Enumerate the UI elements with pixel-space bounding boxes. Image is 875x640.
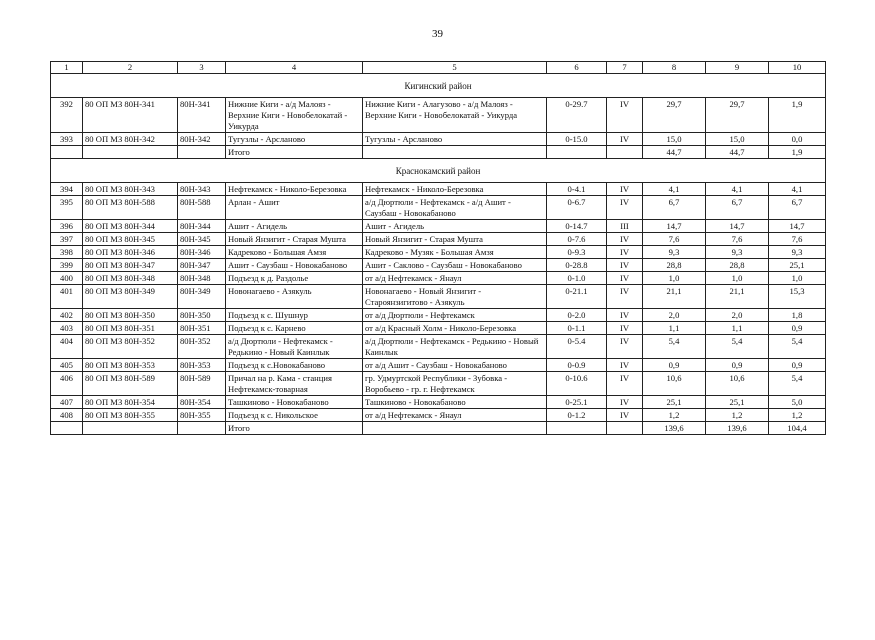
- length-value: 21,1: [706, 285, 769, 309]
- road-name: Ашит - Саузбаш - Новокабаново: [226, 259, 363, 272]
- district-row: [51, 159, 826, 183]
- length-hard-surface: 4,1: [769, 183, 826, 196]
- road-name: Причал на р. Кама - станция Нефтекамск-товарная: [226, 372, 363, 396]
- empty-cell: [363, 422, 547, 435]
- length-total: 10,6: [643, 372, 706, 396]
- road-code: 80 ОП МЗ 80Н-348: [83, 272, 178, 285]
- road-short-code: 80Н-348: [178, 272, 226, 285]
- km-range: 0-10.6: [547, 372, 607, 396]
- length-value: 0,9: [706, 359, 769, 372]
- road-short-code: 80Н-341: [178, 98, 226, 133]
- length-value: 5,4: [706, 335, 769, 359]
- total-row: [51, 422, 826, 435]
- length-value: 29,7: [706, 98, 769, 133]
- total-label: Итого: [226, 422, 363, 435]
- road-name: а/д Дюртюли - Нефтекамск - Редькино - Новый Каинлык: [226, 335, 363, 359]
- total-value: 44,7: [643, 146, 706, 159]
- road-short-code: 80Н-353: [178, 359, 226, 372]
- road-short-code: 80Н-350: [178, 309, 226, 322]
- table-row: [51, 133, 826, 146]
- road-route: Ташкиново - Новокабаново: [363, 396, 547, 409]
- road-route: от а/д Нефтекамск - Янаул: [363, 409, 547, 422]
- road-code: 80 ОП МЗ 80Н-345: [83, 233, 178, 246]
- header-cell: 10: [769, 62, 826, 74]
- road-name: Новонагаево - Азякуль: [226, 285, 363, 309]
- length-hard-surface: 1,0: [769, 272, 826, 285]
- row-number: 408: [51, 409, 83, 422]
- district-name: Кигинский район: [51, 74, 826, 98]
- road-name: Подъезд к с.Новокабаново: [226, 359, 363, 372]
- road-category: IV: [607, 372, 643, 396]
- road-name: Нефтекамск - Николо-Березовка: [226, 183, 363, 196]
- empty-cell: [178, 422, 226, 435]
- length-total: 6,7: [643, 196, 706, 220]
- road-category: IV: [607, 246, 643, 259]
- road-code: 80 ОП МЗ 80Н-350: [83, 309, 178, 322]
- table-row: [51, 359, 826, 372]
- length-hard-surface: 1,2: [769, 409, 826, 422]
- row-number: 404: [51, 335, 83, 359]
- road-name: Подъезд к с. Шушнур: [226, 309, 363, 322]
- table-row: [51, 285, 826, 309]
- table-row: [51, 409, 826, 422]
- empty-cell: [51, 422, 83, 435]
- road-category: IV: [607, 396, 643, 409]
- road-name: Кадреково - Большая Амзя: [226, 246, 363, 259]
- road-code: 80 ОП МЗ 80Н-353: [83, 359, 178, 372]
- road-category: IV: [607, 196, 643, 220]
- length-total: 21,1: [643, 285, 706, 309]
- length-total: 2,0: [643, 309, 706, 322]
- header-cell: 8: [643, 62, 706, 74]
- total-value: 139,6: [643, 422, 706, 435]
- road-short-code: 80Н-352: [178, 335, 226, 359]
- km-range: 0-5.4: [547, 335, 607, 359]
- road-code: 80 ОП МЗ 80Н-344: [83, 220, 178, 233]
- km-range: 0-15.0: [547, 133, 607, 146]
- row-number: 402: [51, 309, 83, 322]
- table-row: [51, 183, 826, 196]
- road-route: Новонагаево - Новый Янзигит - Староянзигитово - Азякуль: [363, 285, 547, 309]
- road-short-code: 80Н-345: [178, 233, 226, 246]
- length-hard-surface: 5,4: [769, 335, 826, 359]
- length-hard-surface: 0,0: [769, 133, 826, 146]
- length-total: 9,3: [643, 246, 706, 259]
- length-value: 9,3: [706, 246, 769, 259]
- km-range: 0-14.7: [547, 220, 607, 233]
- length-value: 6,7: [706, 196, 769, 220]
- km-range: 0-1.0: [547, 272, 607, 285]
- road-route: от а/д Дюртюли - Нефтекамск: [363, 309, 547, 322]
- length-hard-surface: 6,7: [769, 196, 826, 220]
- road-category: III: [607, 220, 643, 233]
- road-category: IV: [607, 285, 643, 309]
- row-number: 399: [51, 259, 83, 272]
- road-code: 80 ОП МЗ 80Н-351: [83, 322, 178, 335]
- road-code: 80 ОП МЗ 80Н-342: [83, 133, 178, 146]
- km-range: 0-28.8: [547, 259, 607, 272]
- road-short-code: 80Н-347: [178, 259, 226, 272]
- header-cell: 2: [83, 62, 178, 74]
- table-body: [51, 62, 826, 435]
- table-row: [51, 309, 826, 322]
- length-hard-surface: 0,9: [769, 359, 826, 372]
- road-code: 80 ОП МЗ 80Н-352: [83, 335, 178, 359]
- table-row: [51, 396, 826, 409]
- road-category: IV: [607, 359, 643, 372]
- road-short-code: 80Н-349: [178, 285, 226, 309]
- road-route: от а/д Красный Холм - Николо-Березовка: [363, 322, 547, 335]
- road-name: Тугузлы - Арсланово: [226, 133, 363, 146]
- row-number: 395: [51, 196, 83, 220]
- row-number: 396: [51, 220, 83, 233]
- road-route: а/д Дюртюли - Нефтекамск - Редькино - Новый Каинлык: [363, 335, 547, 359]
- table-row: [51, 220, 826, 233]
- empty-cell: [547, 146, 607, 159]
- road-code: 80 ОП МЗ 80Н-355: [83, 409, 178, 422]
- length-total: 1,2: [643, 409, 706, 422]
- row-number: 393: [51, 133, 83, 146]
- length-value: 14,7: [706, 220, 769, 233]
- empty-cell: [178, 146, 226, 159]
- empty-cell: [363, 146, 547, 159]
- row-number: 397: [51, 233, 83, 246]
- road-code: 80 ОП МЗ 80Н-354: [83, 396, 178, 409]
- table-row: [51, 233, 826, 246]
- header-cell: 1: [51, 62, 83, 74]
- row-number: 403: [51, 322, 83, 335]
- km-range: 0-2.0: [547, 309, 607, 322]
- road-route: Кадреково - Музяк - Большая Амзя: [363, 246, 547, 259]
- total-label: Итого: [226, 146, 363, 159]
- road-code: 80 ОП МЗ 80Н-589: [83, 372, 178, 396]
- km-range: 0-6.7: [547, 196, 607, 220]
- road-code: 80 ОП МЗ 80Н-346: [83, 246, 178, 259]
- km-range: 0-0.9: [547, 359, 607, 372]
- length-value: 7,6: [706, 233, 769, 246]
- table-row: [51, 272, 826, 285]
- road-route: от а/д Ашит - Саузбаш - Новокабаново: [363, 359, 547, 372]
- length-hard-surface: 9,3: [769, 246, 826, 259]
- km-range: 0-29.7: [547, 98, 607, 133]
- road-short-code: 80Н-588: [178, 196, 226, 220]
- length-value: 2,0: [706, 309, 769, 322]
- column-numbers-row: [51, 62, 826, 74]
- length-total: 25,1: [643, 396, 706, 409]
- road-code: 80 ОП МЗ 80Н-588: [83, 196, 178, 220]
- table-row: [51, 196, 826, 220]
- length-total: 0,9: [643, 359, 706, 372]
- road-category: IV: [607, 335, 643, 359]
- road-route: а/д Дюртюли - Нефтекамск - а/д Ашит - Саузбаш - Новокабаново: [363, 196, 547, 220]
- total-value: 1,9: [769, 146, 826, 159]
- empty-cell: [547, 422, 607, 435]
- road-route: Нижние Киги - Алагузово - а/д Малояз - Верхние Киги - Новобелокатай - Уикурда: [363, 98, 547, 133]
- km-range: 0-1.2: [547, 409, 607, 422]
- row-number: 401: [51, 285, 83, 309]
- road-name: Ашит - Агидель: [226, 220, 363, 233]
- length-total: 4,1: [643, 183, 706, 196]
- length-total: 14,7: [643, 220, 706, 233]
- length-hard-surface: 14,7: [769, 220, 826, 233]
- table-row: [51, 98, 826, 133]
- district-row: [51, 74, 826, 98]
- road-name: Нижние Киги - а/д Малояз - Верхние Киги - Новобелокатай - Уикурда: [226, 98, 363, 133]
- length-value: 1,1: [706, 322, 769, 335]
- road-category: IV: [607, 259, 643, 272]
- road-name: Новый Янзигит - Старая Мушта: [226, 233, 363, 246]
- road-short-code: 80Н-354: [178, 396, 226, 409]
- road-category: IV: [607, 322, 643, 335]
- length-hard-surface: 15,3: [769, 285, 826, 309]
- road-short-code: 80Н-346: [178, 246, 226, 259]
- row-number: 400: [51, 272, 83, 285]
- empty-cell: [607, 146, 643, 159]
- km-range: 0-7.6: [547, 233, 607, 246]
- header-cell: 9: [706, 62, 769, 74]
- district-name: Краснокамский район: [51, 159, 826, 183]
- road-route: Ашит - Саклово - Саузбаш - Новокабаново: [363, 259, 547, 272]
- road-route: от а/д Нефтекамск - Янаул: [363, 272, 547, 285]
- road-name: Подъезд к с. Карнево: [226, 322, 363, 335]
- road-code: 80 ОП МЗ 80Н-343: [83, 183, 178, 196]
- road-category: IV: [607, 272, 643, 285]
- length-value: 4,1: [706, 183, 769, 196]
- empty-cell: [607, 422, 643, 435]
- table-row: [51, 259, 826, 272]
- length-total: 1,1: [643, 322, 706, 335]
- table-row: [51, 372, 826, 396]
- road-code: 80 ОП МЗ 80Н-341: [83, 98, 178, 133]
- total-value: 104,4: [769, 422, 826, 435]
- header-cell: 3: [178, 62, 226, 74]
- row-number: 392: [51, 98, 83, 133]
- road-route: Ашит - Агидель: [363, 220, 547, 233]
- km-range: 0-9.3: [547, 246, 607, 259]
- length-hard-surface: 25,1: [769, 259, 826, 272]
- length-value: 15,0: [706, 133, 769, 146]
- table-row: [51, 246, 826, 259]
- header-cell: 4: [226, 62, 363, 74]
- road-route: Нефтекамск - Николо-Березовка: [363, 183, 547, 196]
- table-row: [51, 322, 826, 335]
- road-short-code: 80Н-342: [178, 133, 226, 146]
- length-value: 1,0: [706, 272, 769, 285]
- length-total: 28,8: [643, 259, 706, 272]
- header-cell: 6: [547, 62, 607, 74]
- length-value: 10,6: [706, 372, 769, 396]
- empty-cell: [51, 146, 83, 159]
- length-value: 25,1: [706, 396, 769, 409]
- road-code: 80 ОП МЗ 80Н-349: [83, 285, 178, 309]
- road-route: Новый Янзигит - Старая Мушта: [363, 233, 547, 246]
- road-short-code: 80Н-589: [178, 372, 226, 396]
- road-name: Арлан - Ашит: [226, 196, 363, 220]
- road-category: IV: [607, 309, 643, 322]
- empty-cell: [83, 422, 178, 435]
- roads-table: [50, 61, 826, 435]
- length-hard-surface: 1,8: [769, 309, 826, 322]
- table-row: [51, 335, 826, 359]
- row-number: 406: [51, 372, 83, 396]
- km-range: 0-21.1: [547, 285, 607, 309]
- km-range: 0-25.1: [547, 396, 607, 409]
- length-total: 5,4: [643, 335, 706, 359]
- road-route: гр. Удмуртской Республики - Зубовка - Воробьево - гр. г. Нефтекамск: [363, 372, 547, 396]
- length-total: 1,0: [643, 272, 706, 285]
- road-name: Подъезд к д. Раздолье: [226, 272, 363, 285]
- road-category: IV: [607, 133, 643, 146]
- length-hard-surface: 7,6: [769, 233, 826, 246]
- total-value: 139,6: [706, 422, 769, 435]
- empty-cell: [83, 146, 178, 159]
- road-short-code: 80Н-343: [178, 183, 226, 196]
- page-number: 39: [432, 28, 443, 40]
- road-category: IV: [607, 183, 643, 196]
- road-category: IV: [607, 409, 643, 422]
- header-cell: 7: [607, 62, 643, 74]
- length-value: 1,2: [706, 409, 769, 422]
- length-total: 7,6: [643, 233, 706, 246]
- length-total: 29,7: [643, 98, 706, 133]
- road-name: Подъезд к с. Никольское: [226, 409, 363, 422]
- km-range: 0-1.1: [547, 322, 607, 335]
- km-range: 0-4.1: [547, 183, 607, 196]
- road-route: Тугузлы - Арсланово: [363, 133, 547, 146]
- length-hard-surface: 1,9: [769, 98, 826, 133]
- road-short-code: 80Н-344: [178, 220, 226, 233]
- row-number: 407: [51, 396, 83, 409]
- road-category: IV: [607, 233, 643, 246]
- road-name: Ташкиново - Новокабаново: [226, 396, 363, 409]
- length-hard-surface: 0,9: [769, 322, 826, 335]
- length-hard-surface: 5,0: [769, 396, 826, 409]
- total-row: [51, 146, 826, 159]
- length-value: 28,8: [706, 259, 769, 272]
- row-number: 398: [51, 246, 83, 259]
- length-total: 15,0: [643, 133, 706, 146]
- header-cell: 5: [363, 62, 547, 74]
- row-number: 405: [51, 359, 83, 372]
- row-number: 394: [51, 183, 83, 196]
- road-code: 80 ОП МЗ 80Н-347: [83, 259, 178, 272]
- length-hard-surface: 5,4: [769, 372, 826, 396]
- total-value: 44,7: [706, 146, 769, 159]
- road-short-code: 80Н-355: [178, 409, 226, 422]
- road-short-code: 80Н-351: [178, 322, 226, 335]
- road-category: IV: [607, 98, 643, 133]
